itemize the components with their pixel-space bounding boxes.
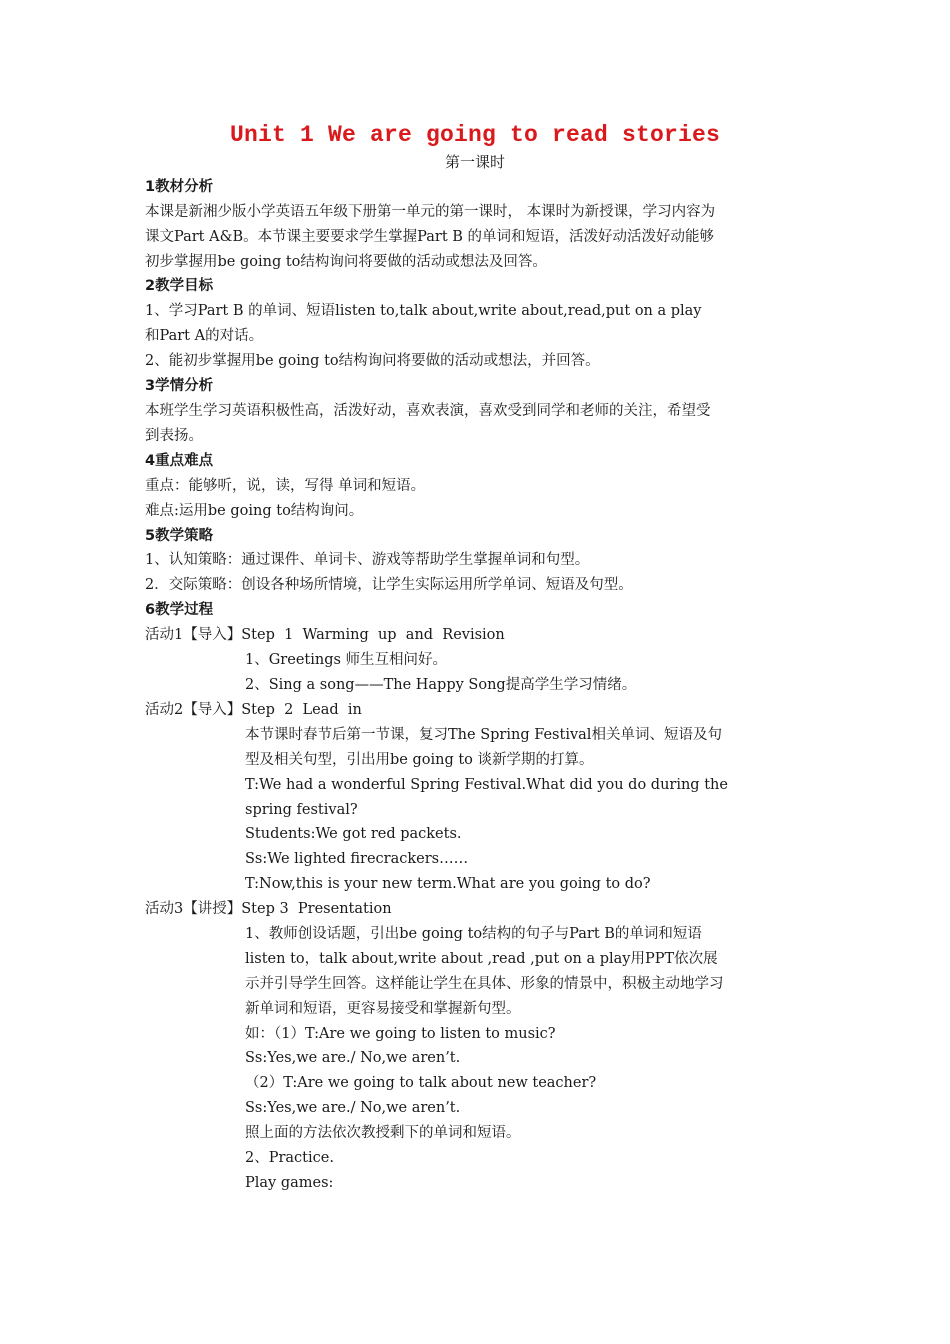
- paragraph-line: 课文Part A&B。本节课主要要求学生掌握Part B 的单词和短语，活泼好动活泼好动能够: [145, 229, 715, 245]
- paragraph-line: 1、认知策略：通过课件、单词卡、游戏等帮助学生掌握单词和句型。: [145, 552, 590, 568]
- paragraph-line: 难点:运用be going to结构询问。: [145, 503, 364, 519]
- paragraph-line: 和Part A的对话。: [145, 328, 264, 344]
- section-heading-5: 5教学策略: [145, 528, 214, 544]
- activity-line: Ss:We lighted firecrackers……: [245, 851, 469, 867]
- section-heading-1: 1教材分析: [145, 179, 214, 195]
- activity-line: 1、教师创设话题，引出be going to结构的句子与Part B的单词和短语: [245, 926, 702, 942]
- section-heading-2: 2教学目标: [145, 278, 214, 294]
- activity-line: （2）T:Are we going to talk about new teacher?: [245, 1075, 597, 1091]
- activity-3-heading: 活动3【讲授】Step 3 Presentation: [145, 901, 392, 917]
- activity-line: listen to，talk about,write about ,read ,put on a play用PPT依次展: [245, 951, 718, 967]
- activity-1-heading: 活动1【导入】Step 1 Warming up and Revision: [145, 627, 505, 643]
- activity-line: 本节课时春节后第一节课，复习The Spring Festival相关单词、短语及句: [245, 727, 722, 743]
- paragraph-line: 本班学生学习英语积极性高，活泼好动，喜欢表演，喜欢受到同学和老师的关注，希望受: [145, 403, 711, 419]
- document-subtitle: 第一课时: [444, 153, 505, 171]
- paragraph-line: 本课是新湘少版小学英语五年级下册第一单元的第一课时， 本课时为新授课，学习内容为: [145, 204, 716, 220]
- activity-line: 2、Sing a song——The Happy Song提高学生学习情绪。: [245, 677, 637, 693]
- activity-line: 1、Greetings 师生互相问好。: [245, 652, 448, 668]
- activity-line: T:We had a wonderful Spring Festival.What did you do during the: [245, 777, 728, 793]
- activity-line: 示并引导学生回答。这样能让学生在具体、形象的情景中，积极主动地学习: [245, 976, 724, 992]
- activity-line: T:Now,this is your new term.What are you going to do?: [245, 876, 651, 892]
- paragraph-line: 初步掌握用be going to结构询问将要做的活动或想法及回答。: [145, 254, 547, 270]
- paragraph-line: 到表扬。: [145, 428, 203, 444]
- section-heading-3: 3学情分析: [145, 378, 214, 394]
- activity-line: 照上面的方法依次教授剩下的单词和短语。: [245, 1125, 521, 1141]
- document-title: Unit 1 We are going to read stories: [229, 122, 721, 148]
- activity-line: spring festival?: [245, 802, 358, 818]
- activity-line: Ss:Yes,we are./ No,we aren’t.: [245, 1100, 461, 1116]
- paragraph-line: 2．交际策略：创设各种场所情境，让学生实际运用所学单词、短语及句型。: [145, 577, 633, 593]
- activity-line: Ss:Yes,we are./ No,we aren’t.: [245, 1050, 461, 1066]
- paragraph-line: 2、能初步掌握用be going to结构询问将要做的活动或想法，并回答。: [145, 353, 600, 369]
- activity-line: 2、Practice.: [245, 1150, 334, 1166]
- activity-line: Students:We got red packets.: [245, 826, 462, 842]
- activity-line: Play games:: [245, 1175, 334, 1191]
- paragraph-line: 1、学习Part B 的单词、短语listen to,talk about,write about,read,put on a play: [145, 303, 702, 319]
- paragraph-line: 重点：能够听，说，读，写得 单词和短语。: [145, 478, 426, 494]
- section-heading-6: 6教学过程: [145, 602, 214, 618]
- activity-line: 型及相关句型，引出用be going to 谈新学期的打算。: [245, 752, 594, 768]
- activity-2-heading: 活动2【导入】Step 2 Lead in: [145, 702, 362, 718]
- activity-line: 如：（1）T:Are we going to listen to music?: [245, 1026, 556, 1042]
- activity-line: 新单词和短语，更容易接受和掌握新句型。: [245, 1001, 521, 1017]
- section-heading-4: 4重点难点: [145, 453, 214, 469]
